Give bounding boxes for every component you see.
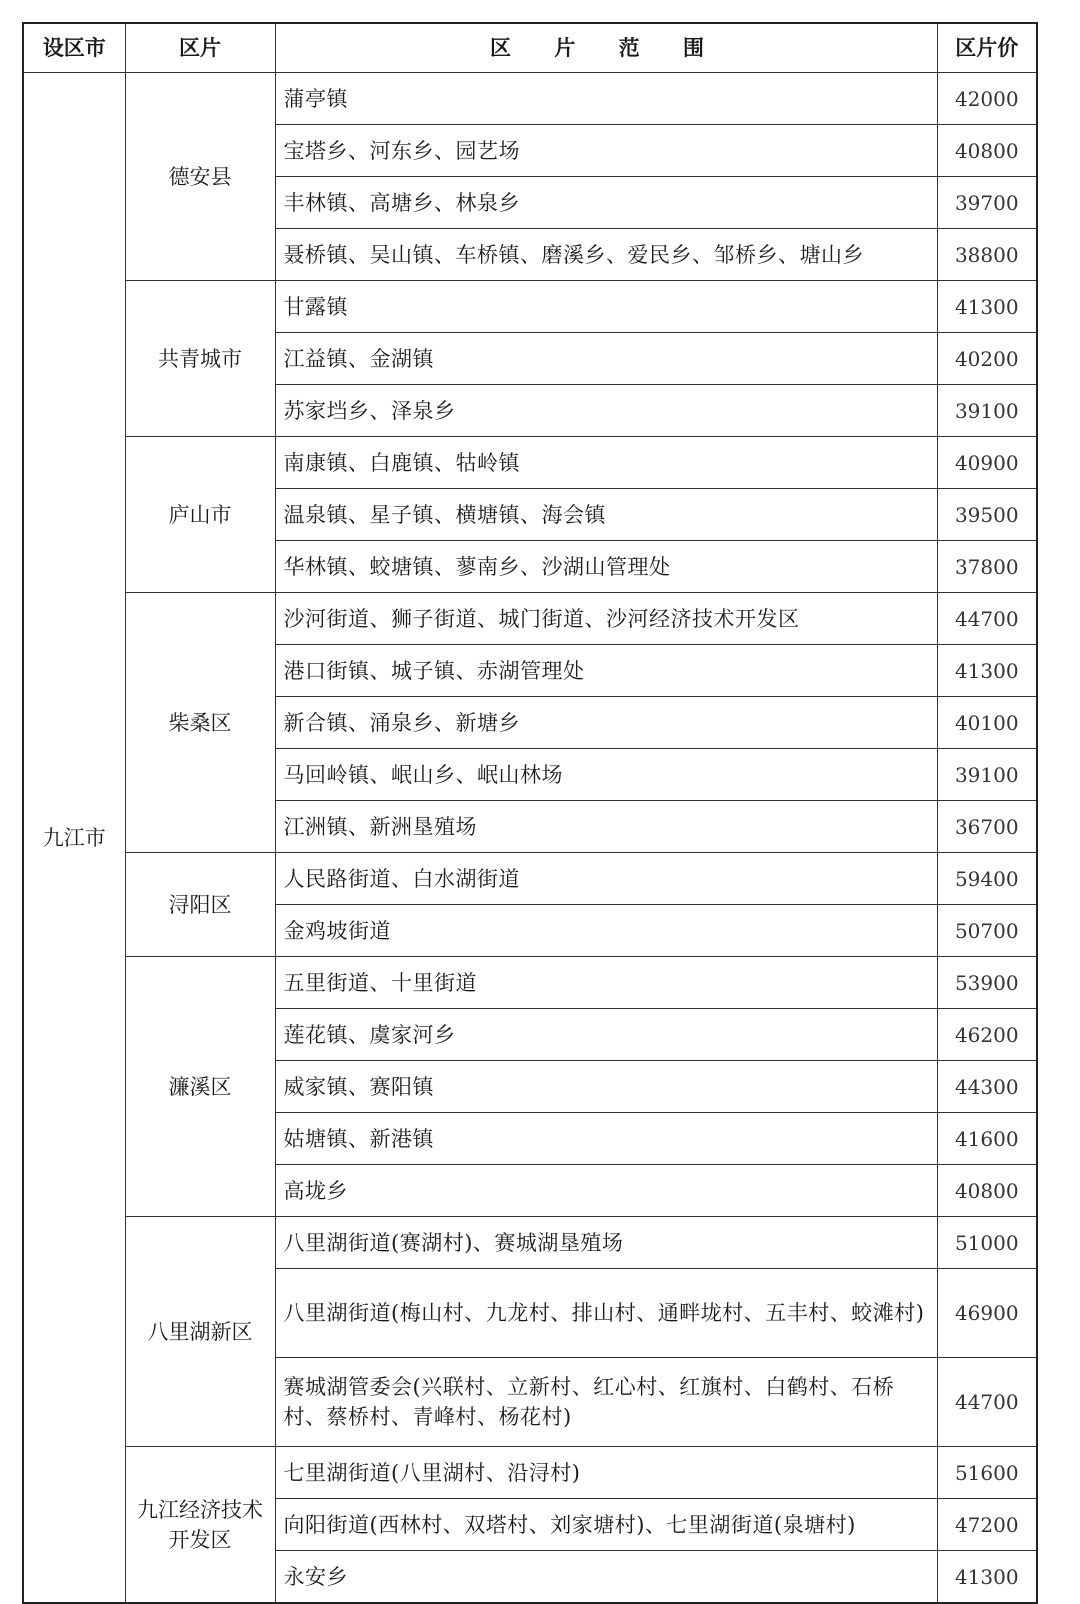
district-cell: 濂溪区 [125, 957, 275, 1217]
range-cell: 华林镇、蛟塘镇、蓼南乡、沙湖山管理处 [275, 541, 937, 593]
price-cell: 39100 [937, 749, 1037, 801]
price-cell: 53900 [937, 957, 1037, 1009]
district-cell: 浔阳区 [125, 853, 275, 957]
range-cell: 八里湖街道(赛湖村)、赛城湖垦殖场 [275, 1217, 937, 1269]
price-cell: 39500 [937, 489, 1037, 541]
price-cell: 37800 [937, 541, 1037, 593]
price-cell: 44700 [937, 1358, 1037, 1447]
price-cell: 46200 [937, 1009, 1037, 1061]
price-cell: 40900 [937, 437, 1037, 489]
range-cell: 丰林镇、高塘乡、林泉乡 [275, 177, 937, 229]
table-row [23, 957, 1037, 1009]
range-cell: 苏家垱乡、泽泉乡 [275, 385, 937, 437]
range-cell: 沙河街道、狮子街道、城门街道、沙河经济技术开发区 [275, 593, 937, 645]
price-cell: 44300 [937, 1061, 1037, 1113]
range-cell: 温泉镇、星子镇、横塘镇、海会镇 [275, 489, 937, 541]
land-price-table [22, 22, 1038, 1604]
range-cell: 宝塔乡、河东乡、园艺场 [275, 125, 937, 177]
price-cell: 41600 [937, 1113, 1037, 1165]
price-cell: 41300 [937, 1551, 1037, 1604]
price-cell: 38800 [937, 229, 1037, 281]
range-cell: 姑塘镇、新港镇 [275, 1113, 937, 1165]
header-city: 设区市 [23, 23, 125, 73]
price-cell: 42000 [937, 73, 1037, 125]
table-row [23, 853, 1037, 905]
header-price: 区片价 [937, 23, 1037, 73]
range-cell: 八里湖街道(梅山村、九龙村、排山村、通畔垅村、五丰村、蛟滩村) [275, 1269, 937, 1358]
price-cell: 36700 [937, 801, 1037, 853]
header-row [23, 23, 1037, 73]
price-cell: 51600 [937, 1447, 1037, 1499]
range-cell: 人民路街道、白水湖街道 [275, 853, 937, 905]
district-cell: 柴桑区 [125, 593, 275, 853]
price-cell: 50700 [937, 905, 1037, 957]
table-row [23, 593, 1037, 645]
district-cell: 九江经济技术开发区 [125, 1447, 275, 1604]
table-body [23, 73, 1037, 1604]
range-cell: 蒲亭镇 [275, 73, 937, 125]
district-cell: 共青城市 [125, 281, 275, 437]
price-cell: 39700 [937, 177, 1037, 229]
district-cell: 德安县 [125, 73, 275, 281]
range-cell: 江益镇、金湖镇 [275, 333, 937, 385]
header-range: 区 片 范 围 [275, 23, 937, 73]
range-cell: 永安乡 [275, 1551, 937, 1604]
range-cell: 江洲镇、新洲垦殖场 [275, 801, 937, 853]
price-cell: 40800 [937, 1165, 1037, 1217]
city-cell: 九江市 [23, 73, 125, 1604]
price-cell: 51000 [937, 1217, 1037, 1269]
range-cell: 赛城湖管委会(兴联村、立新村、红心村、红旗村、白鹤村、石桥村、蔡桥村、青峰村、杨花村) [275, 1358, 937, 1447]
price-cell: 40200 [937, 333, 1037, 385]
range-cell: 甘露镇 [275, 281, 937, 333]
range-cell: 南康镇、白鹿镇、牯岭镇 [275, 437, 937, 489]
price-cell: 39100 [937, 385, 1037, 437]
price-cell: 40100 [937, 697, 1037, 749]
table-row [23, 437, 1037, 489]
range-cell: 五里街道、十里街道 [275, 957, 937, 1009]
range-cell: 马回岭镇、岷山乡、岷山林场 [275, 749, 937, 801]
price-cell: 59400 [937, 853, 1037, 905]
range-cell: 向阳街道(西林村、双塔村、刘家塘村)、七里湖街道(泉塘村) [275, 1499, 937, 1551]
range-cell: 威家镇、赛阳镇 [275, 1061, 937, 1113]
district-cell: 八里湖新区 [125, 1217, 275, 1447]
table-row [23, 281, 1037, 333]
price-cell: 41300 [937, 645, 1037, 697]
table-row [23, 73, 1037, 125]
price-cell: 44700 [937, 593, 1037, 645]
range-cell: 七里湖街道(八里湖村、沿浔村) [275, 1447, 937, 1499]
range-cell: 高垅乡 [275, 1165, 937, 1217]
range-cell: 金鸡坡街道 [275, 905, 937, 957]
range-cell: 新合镇、涌泉乡、新塘乡 [275, 697, 937, 749]
price-cell: 41300 [937, 281, 1037, 333]
range-cell: 港口街镇、城子镇、赤湖管理处 [275, 645, 937, 697]
district-cell: 庐山市 [125, 437, 275, 593]
table-row [23, 1217, 1037, 1269]
table-row [23, 1447, 1037, 1499]
range-cell: 莲花镇、虞家河乡 [275, 1009, 937, 1061]
price-cell: 40800 [937, 125, 1037, 177]
price-cell: 46900 [937, 1269, 1037, 1358]
price-cell: 47200 [937, 1499, 1037, 1551]
range-cell: 聂桥镇、吴山镇、车桥镇、磨溪乡、爱民乡、邹桥乡、塘山乡 [275, 229, 937, 281]
header-district: 区片 [125, 23, 275, 73]
